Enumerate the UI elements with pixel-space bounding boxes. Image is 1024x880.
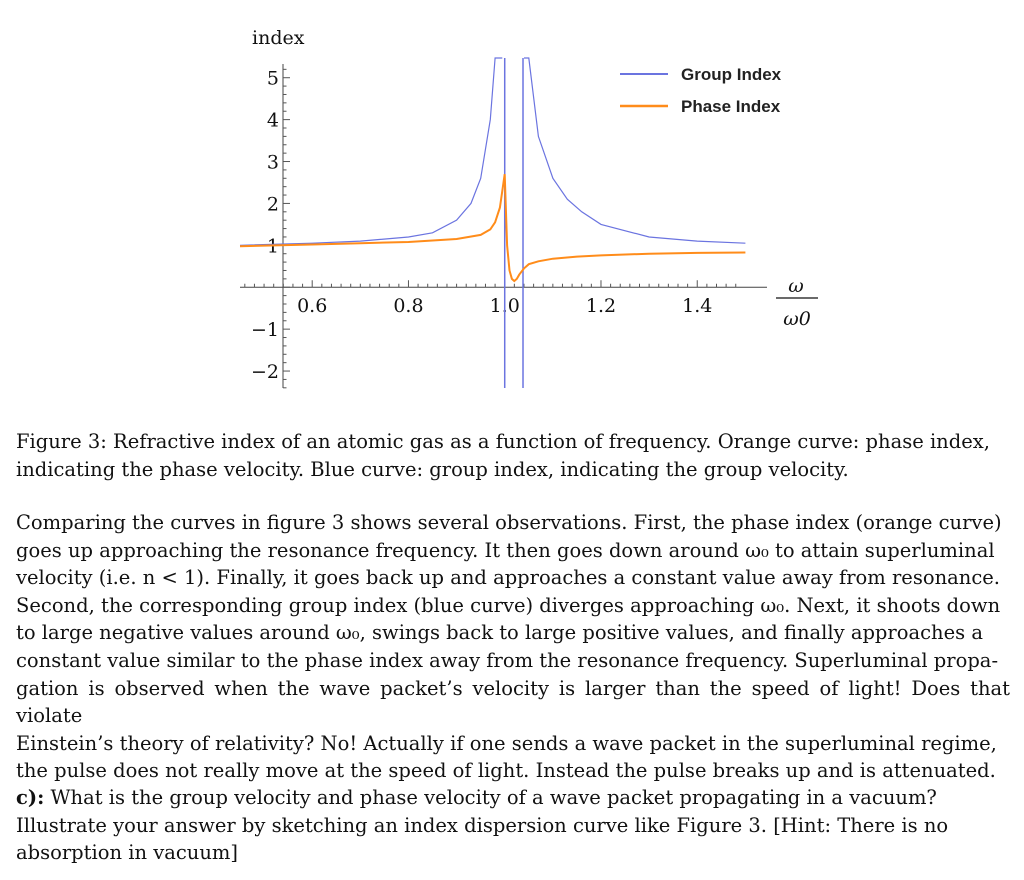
phase-index-line [240, 174, 745, 281]
x-tick-label: 0.6 [297, 295, 328, 318]
y-tick-label: 4 [266, 109, 279, 132]
legend-label: Group Index [681, 65, 782, 84]
body-line: the pulse does not really move at the speed of light. Instead the pulse breaks up and is attenuated. [16, 759, 996, 783]
figure-caption [16, 428, 1010, 483]
caption-line: Figure 3: Refractive index of an atomic gas as a function of frequency. Orange curve: phase index, [16, 430, 990, 453]
x-tick-label: 1.2 [585, 295, 617, 318]
x-tick-label: 1.0 [489, 295, 520, 318]
x-tick-label: 0.8 [393, 295, 424, 318]
x-axis-label-denominator: ω0 [783, 308, 811, 330]
y-tick-label: −1 [250, 319, 279, 342]
body-line: Second, the corresponding group index (blue curve) diverges approaching ω₀. Next, it shoots down [16, 593, 1001, 617]
legend-label: Phase Index [681, 97, 781, 116]
caption-line: indicating the phase velocity. Blue curve: group index, indicating the group velocity. [16, 457, 849, 481]
body-line: to large negative values around ω₀, swings back to large positive values, and finally approaches a [16, 621, 983, 645]
y-tick-label: 5 [266, 67, 279, 90]
body-line: goes up approaching the resonance frequency. It then goes down around ω₀ to attain superluminal [16, 538, 995, 562]
body-line: Comparing the curves in figure 3 shows several observations. First, the phase index (orange curve) [16, 511, 1002, 534]
question-label: c): [16, 786, 45, 809]
y-tick-label: 3 [266, 151, 279, 174]
y-tick-label: 1 [266, 235, 279, 258]
question-line [16, 784, 1010, 812]
group-index-line-right [524, 58, 745, 243]
body-line: constant value similar to the phase index away from the resonance frequency. Superluminal propa- [16, 648, 999, 672]
body-paragraph [16, 509, 1010, 785]
y-tick-label: 2 [266, 193, 279, 216]
x-axis-label-numerator: ω [788, 275, 804, 297]
y-axis-label: index [252, 27, 305, 49]
body-line: velocity (i.e. n < 1). Finally, it goes back up and approaches a constant value away from resonance. [16, 566, 1000, 590]
body-line: Einstein’s theory of relativity? No! Actually if one sends a wave packet in the superluminal regime, [16, 731, 997, 755]
question-line: absorption in vacuum] [16, 841, 239, 865]
x-tick-label: 1.4 [682, 295, 713, 318]
question-line: Illustrate your answer by sketching an index dispersion curve like Figure 3. [Hint: There is no [16, 813, 949, 837]
y-tick-label: −2 [250, 361, 279, 384]
chart-series [240, 58, 745, 388]
question-text: What is the group velocity and phase velocity of a wave packet propagating in a vacuum? [44, 786, 937, 809]
refractive-index-chart [0, 0, 1024, 420]
body-line: gation is observed when the wave packet’s velocity is larger than the speed of light! Does that violate [16, 676, 1010, 728]
chart-legend [620, 65, 782, 116]
group-index-line-left [240, 58, 502, 245]
question-c [16, 784, 1010, 867]
